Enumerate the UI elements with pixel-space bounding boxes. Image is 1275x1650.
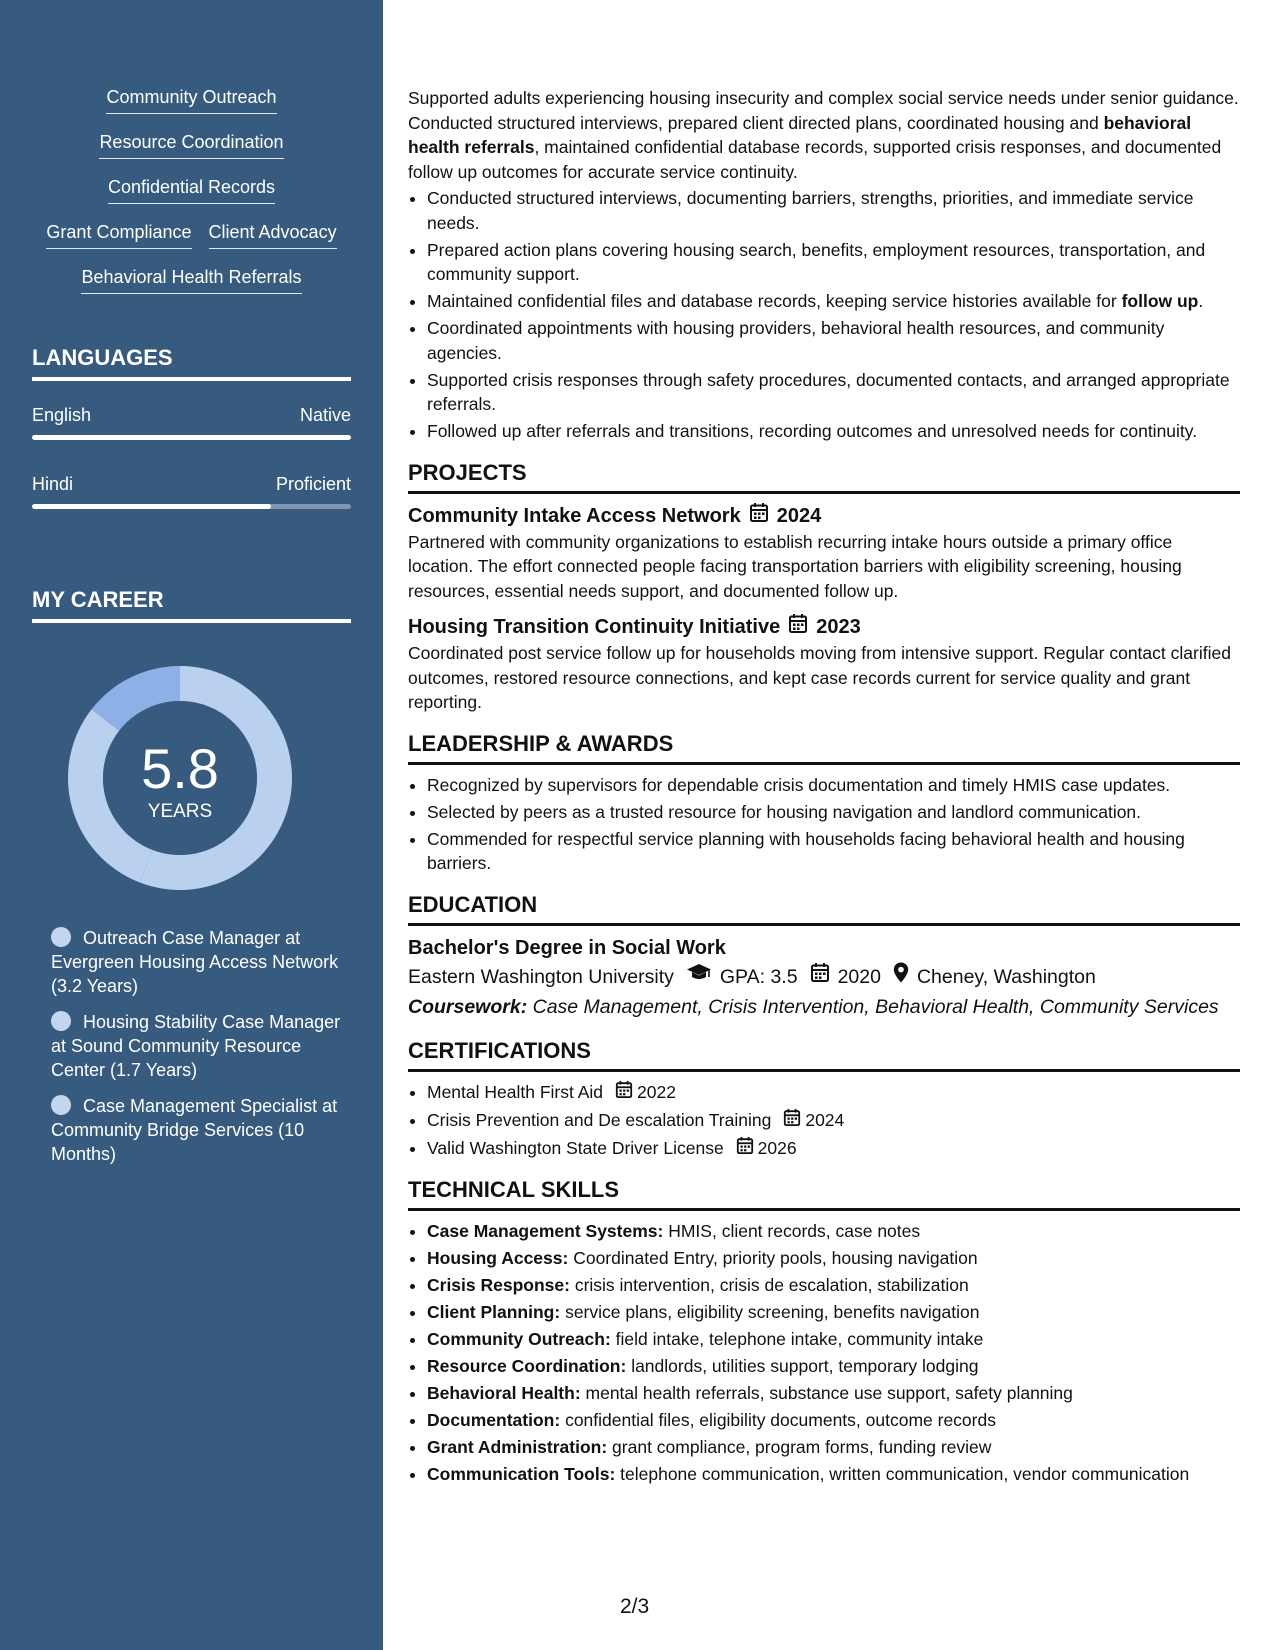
calendar-icon [749, 502, 769, 530]
coursework-text: Case Management, Crisis Intervention, Behavioral Health, Community Services [527, 995, 1219, 1018]
list-item [427, 1219, 1240, 1244]
certification-year: 2022 [637, 1082, 676, 1102]
skill-label: Grant Administration: [427, 1437, 608, 1457]
career-list [51, 926, 341, 1178]
skill-label: Community Outreach: [427, 1329, 611, 1349]
skill-label: Communication Tools: [427, 1464, 616, 1484]
main-content [408, 86, 1240, 1489]
career-item [51, 1094, 341, 1166]
education-heading: EDUCATION [408, 892, 1240, 926]
list-item [427, 1246, 1240, 1271]
leadership-heading: LEADERSHIP & AWARDS [408, 731, 1240, 765]
certification-name: • Valid Washington State Driver License [427, 1138, 724, 1158]
sidebar [0, 0, 383, 1650]
skill-text: HMIS, client records, case notes [663, 1221, 921, 1241]
language-name: Hindi [32, 474, 74, 494]
skill-text: confidential files, eligibility documents, outcome records [560, 1410, 996, 1430]
list-item: • Prepared action plans covering housing search, benefits, employment resources, transportation, and community support. [427, 238, 1240, 287]
calendar-icon [806, 962, 830, 992]
calendar-icon [788, 613, 808, 641]
bullet-dot-icon [51, 927, 71, 947]
graduation-year: 2020 [837, 965, 881, 988]
skill-text: grant compliance, program forms, funding review [607, 1437, 992, 1457]
graduation-cap-icon [682, 962, 712, 992]
language-bar-fill [32, 504, 271, 509]
list-item [427, 1408, 1240, 1433]
skill-tag: Behavioral Health Referrals [81, 266, 301, 294]
certifications-list [408, 1080, 1240, 1162]
project-title: Community Intake Access Network [408, 504, 741, 527]
technical-skills-list [408, 1219, 1240, 1487]
language-bar-fill [32, 435, 351, 440]
coursework [408, 992, 1240, 1022]
school-name: Eastern Washington University [408, 965, 674, 988]
skill-label: Resource Coordination: [427, 1356, 627, 1376]
skill-text: crisis intervention, crisis de escalation, stabilization [569, 1275, 969, 1295]
career-unit: YEARS [147, 801, 213, 822]
list-item: • Recognized by supervisors for dependable crisis documentation and timely HMIS case updates. [427, 773, 1240, 798]
list-item: • Supported crisis responses through safety procedures, documented contacts, and arranged appropriate referrals. [427, 368, 1240, 417]
career-heading: MY CAREER [32, 587, 351, 623]
list-item: • Selected by peers as a trusted resource for housing navigation and landlord communication. [427, 800, 1240, 825]
bullet-dot-icon [51, 1011, 71, 1031]
career-item-text: Case Management Specialist at Community Bridge Services (10 Months) [51, 1096, 338, 1164]
calendar-icon [783, 1108, 801, 1134]
languages-heading: LANGUAGES [32, 345, 351, 381]
list-item [427, 289, 1240, 314]
list-item: • Conducted structured interviews, documenting barriers, strengths, priorities, and immediate service needs. [427, 186, 1240, 235]
list-item-emphasis: follow up [1121, 291, 1199, 311]
skill-row [0, 86, 383, 131]
skill-text: landlords, utilities support, temporary lodging [626, 1356, 979, 1376]
project-description: Coordinated post service follow up for households moving from intensive support. Regular contact clarified outcomes, restored resource connections, and kept case records current for service quality and grant reporting. [408, 643, 1231, 712]
gpa: GPA: 3.5 [719, 965, 798, 988]
degree-title: Bachelor's Degree in Social Work [408, 936, 726, 959]
summary-text: Supported adults experiencing housing insecurity and complex social service needs under senior guidance. Conducted structured interviews, prepared client directed plans, coordinated housing and [408, 88, 1239, 133]
skill-text: telephone communication, written communication, vendor communication [615, 1464, 1190, 1484]
list-item [427, 1462, 1240, 1487]
skill-label: Housing Access: [427, 1248, 569, 1268]
skill-tag: Client Advocacy [209, 221, 337, 249]
skill-tag: Community Outreach [106, 86, 276, 114]
career-total: 5.8 [141, 737, 219, 800]
project-year: 2024 [776, 504, 822, 527]
summary-text: , maintained confidential database records, supported crisis responses, and documented follow up outcomes for accurate service continuity. [408, 137, 1222, 182]
career-donut-chart [62, 660, 298, 896]
school-location: Cheney, Washington [916, 965, 1096, 988]
language-bar [32, 435, 351, 440]
language-name: English [32, 405, 92, 425]
skill-row [0, 266, 383, 311]
list-item: • Coordinated appointments with housing providers, behavioral health resources, and community agencies. [427, 316, 1240, 365]
skill-text: field intake, telephone intake, community intake [610, 1329, 984, 1349]
calendar-icon [615, 1080, 633, 1106]
page-number: 2/3 [620, 1595, 650, 1618]
certification-year: 2026 [757, 1138, 797, 1158]
list-item [427, 1108, 1240, 1134]
language-level: Native [299, 405, 351, 425]
career-item [51, 926, 341, 998]
list-item [427, 1354, 1240, 1379]
skill-text: service plans, eligibility screening, benefits navigation [560, 1302, 980, 1322]
list-item: • Commended for respectful service planning with households facing behavioral health and housing barriers. [427, 827, 1240, 876]
project-year: 2023 [816, 616, 861, 638]
projects-heading: PROJECTS [408, 460, 1240, 494]
career-item-text: Housing Stability Case Manager at Sound Community Resource Center (1.7 Years) [51, 1012, 341, 1080]
skill-row [0, 131, 383, 176]
certification-name: • Mental Health First Aid [427, 1082, 604, 1102]
project-title-row [408, 502, 1240, 530]
skill-label: Crisis Response: [427, 1275, 570, 1295]
career-item-text: Outreach Case Manager at Evergreen Housing Access Network (3.2 Years) [51, 928, 339, 996]
list-item [427, 1080, 1240, 1106]
language-level: Proficient [275, 474, 351, 494]
list-item [427, 1273, 1240, 1298]
list-item [427, 1435, 1240, 1460]
skill-tags [0, 86, 383, 311]
experience-bullets [408, 186, 1240, 444]
list-item [427, 1327, 1240, 1352]
skill-label: Case Management Systems: [427, 1221, 664, 1241]
certification-year: 2024 [805, 1110, 845, 1130]
experience-summary [408, 86, 1240, 184]
bullet-dot-icon [51, 1095, 71, 1115]
language-hindi [32, 474, 351, 509]
certifications-heading: CERTIFICATIONS [408, 1038, 1240, 1072]
calendar-icon [736, 1136, 754, 1162]
skill-tag: Resource Coordination [99, 131, 283, 159]
skill-tag: Confidential Records [108, 176, 275, 204]
summary-emphasis: behavioral health referrals [408, 112, 1192, 157]
skill-label: Behavioral Health: [427, 1383, 581, 1403]
skill-text: Coordinated Entry, priority pools, housing navigation [568, 1248, 978, 1268]
project-title-row [408, 613, 1240, 641]
language-english [32, 405, 351, 440]
project-description: Partnered with community organizations to establish recurring intake hours outside a primary office location. The effort connected people facing transportation barriers with eligibility screening, housing resources, essential needs support, and documented follow up. [408, 531, 1182, 601]
language-bar [32, 504, 351, 509]
leadership-list [408, 773, 1240, 876]
skill-label: Documentation: [427, 1410, 561, 1430]
skill-row [0, 176, 383, 221]
list-item [427, 1381, 1240, 1406]
coursework-label: Coursework: [408, 995, 528, 1018]
location-pin-icon [889, 962, 909, 992]
career-item [51, 1010, 341, 1082]
skill-label: Client Planning: [427, 1302, 561, 1322]
project-title: Housing Transition Continuity Initiative [408, 616, 781, 638]
skill-tag: Grant Compliance [46, 221, 191, 249]
list-item: • Followed up after referrals and transitions, recording outcomes and unresolved needs for continuity. [427, 419, 1240, 444]
list-item-text: . [1198, 291, 1204, 311]
list-item [427, 1300, 1240, 1325]
list-item [427, 1136, 1240, 1162]
list-item-text: Maintained confidential files and database records, keeping service histories available for [427, 291, 1122, 311]
education-meta [408, 962, 1240, 992]
certification-name: • Crisis Prevention and De escalation Training [427, 1110, 772, 1130]
technical-skills-heading: TECHNICAL SKILLS [408, 1177, 1240, 1211]
skill-text: mental health referrals, substance use support, safety planning [580, 1383, 1073, 1403]
skill-row [0, 221, 383, 266]
